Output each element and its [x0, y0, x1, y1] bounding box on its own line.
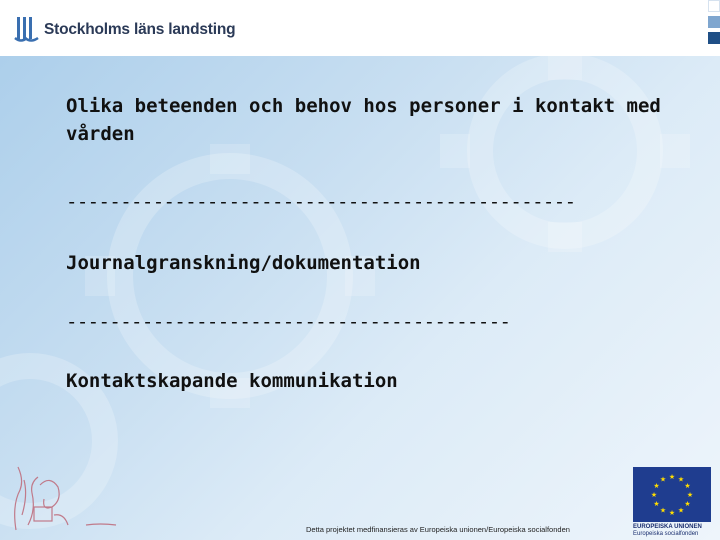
svg-text:★: ★ — [677, 506, 685, 515]
svg-text:★: ★ — [684, 482, 691, 490]
svg-text:★: ★ — [659, 506, 667, 515]
svg-text:★: ★ — [653, 482, 660, 490]
svg-text:★: ★ — [677, 475, 685, 484]
svg-text:★: ★ — [668, 473, 676, 481]
separator-line: ----------------------------------------------- — [66, 192, 576, 212]
eu-emblem — [633, 467, 713, 538]
slide-content — [66, 92, 686, 392]
organization-name: Stockholms läns landsting — [44, 21, 236, 38]
eu-label-union: EUROPEISKA UNIONEN — [633, 524, 702, 530]
separator-line: ----------------------------------------- — [66, 312, 511, 332]
corner-decoration — [708, 0, 720, 48]
list-item-journal-review: Journalgranskning/dokumentation — [66, 252, 421, 274]
svg-text:★: ★ — [684, 500, 691, 508]
handwritten-signature-icon — [8, 455, 128, 535]
svg-text:★: ★ — [686, 491, 694, 499]
svg-text:★: ★ — [650, 491, 658, 499]
organization-logo — [14, 16, 235, 44]
svg-text:★: ★ — [668, 509, 676, 517]
sll-logo-icon — [14, 16, 40, 44]
svg-text:★: ★ — [653, 500, 660, 508]
eu-label-fund: Europeiska socialfonden — [633, 531, 699, 537]
list-item-communication: Kontaktskapande kommunikation — [66, 370, 398, 392]
svg-text:★: ★ — [659, 475, 667, 484]
eu-flag-icon — [633, 467, 711, 522]
header-bar — [0, 0, 720, 56]
funding-notice: Detta projektet medfinansieras av Europeiska unionen/Europeiska socialfonden — [306, 525, 570, 534]
slide-title: Olika beteenden och behov hos personer i kontakt med vården — [66, 95, 661, 145]
